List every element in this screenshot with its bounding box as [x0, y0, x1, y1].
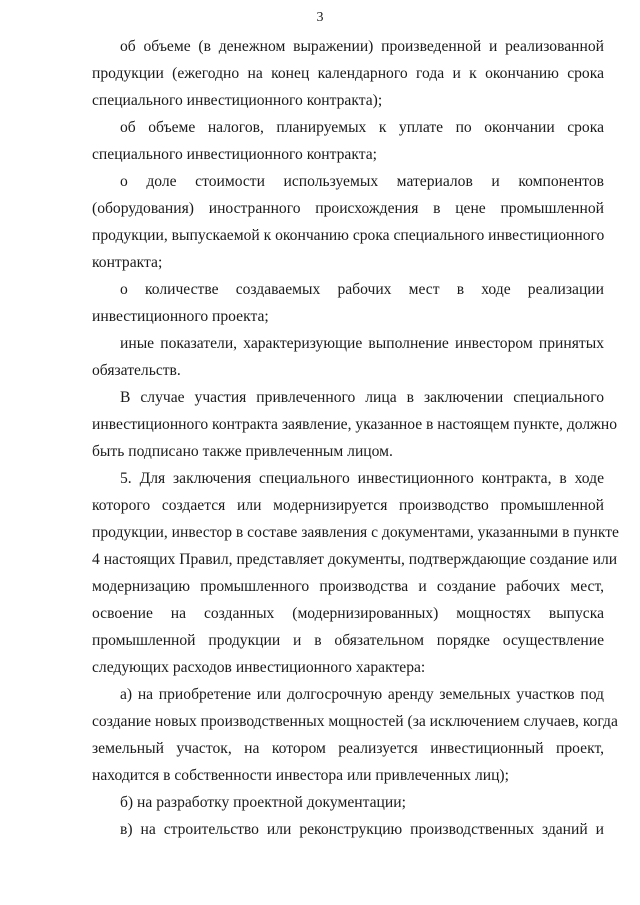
text-line: В случае участия привлеченного лица в заключении специального — [120, 389, 604, 406]
text-line: об объеме (в денежном выражении) произведенной и реализованной — [120, 38, 604, 55]
text-line: которого создается или модернизируется производство промышленной — [92, 497, 604, 514]
page-number: 3 — [316, 10, 324, 25]
text-line: продукции, инвестор в составе заявления с документами, указанными в пункте — [92, 524, 619, 541]
text-line: 5. Для заключения специального инвестиционного контракта, в ходе — [120, 470, 604, 487]
text-line: 4 настоящих Правил, представляет документы, подтверждающие создание или — [92, 551, 618, 568]
text-line: продукции, выпускаемой к окончанию срока специального инвестиционного — [92, 227, 605, 244]
text-line: б) на разработку проектной документации; — [120, 794, 406, 811]
text-line: инвестиционного проекта; — [92, 308, 269, 325]
text-line: продукции (ежегодно на конец календарного года и к окончанию срока — [92, 65, 604, 82]
text-line: освоение на созданных (модернизированных) мощностях выпуска — [92, 605, 604, 622]
text-line: об объеме налогов, планируемых к уплате по окончании срока — [120, 119, 604, 136]
text-line: создание новых производственных мощностей (за исключением случаев, когда — [92, 713, 618, 730]
text-line: (оборудования) иностранного происхождения в цене промышленной — [92, 200, 604, 217]
text-line: иные показатели, характеризующие выполнение инвестором принятых — [120, 335, 604, 352]
text-line: земельный участок, на котором реализуется инвестиционный проект, — [92, 740, 604, 757]
text-line: специального инвестиционного контракта; — [92, 146, 377, 163]
text-line: обязательств. — [92, 362, 181, 379]
text-line: специального инвестиционного контракта); — [92, 92, 383, 109]
text-line: в) на строительство или реконструкцию производственных зданий и — [120, 821, 604, 838]
text-line: следующих расходов инвестиционного характера: — [92, 659, 426, 676]
text-line: о количестве создаваемых рабочих мест в ходе реализации — [120, 281, 604, 298]
text-line: контракта; — [92, 254, 163, 271]
text-line: а) на приобретение или долгосрочную аренду земельных участков под — [120, 686, 604, 703]
text-line: о доле стоимости используемых материалов и компонентов — [120, 173, 604, 190]
text-line: находится в собственности инвестора или привлеченных лиц); — [92, 767, 509, 784]
text-line: быть подписано также привлеченным лицом. — [92, 443, 393, 460]
text-line: промышленной продукции и в обязательном порядке осуществление — [92, 632, 604, 649]
text-line: модернизацию промышленного производства и создание рабочих мест, — [92, 578, 604, 595]
text-line: инвестиционного контракта заявление, указанное в настоящем пункте, должно — [92, 416, 618, 433]
